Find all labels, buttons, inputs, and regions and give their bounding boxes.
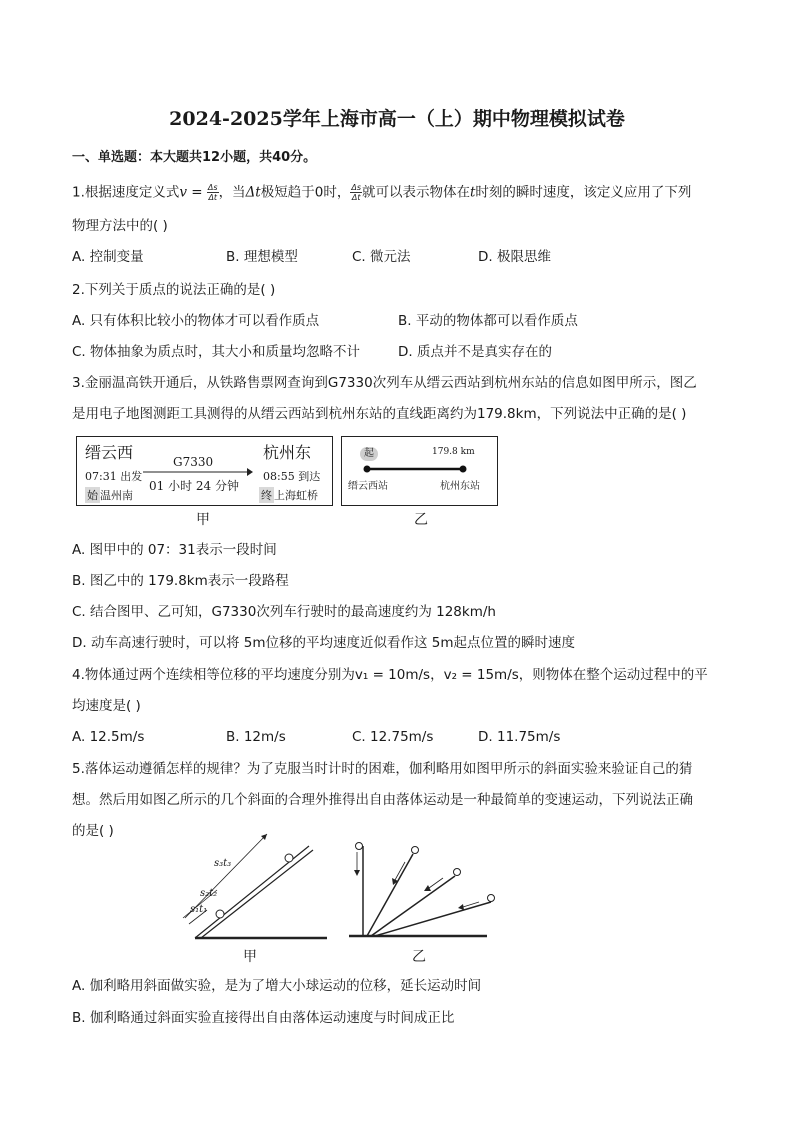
fig-a-duration: 01 小时 24 分钟 — [149, 479, 239, 493]
fig-a-arrival: 08:55 到达 — [263, 470, 321, 483]
q1-v-eq: v = — [179, 184, 203, 201]
fig-a-origin-tag: 始 — [87, 489, 98, 502]
q4-option-a[interactable]: A. 12.5m/s — [72, 729, 145, 745]
q5-stem-line2: 想。然后用如图乙所示的几个斜面的合理外推得出自由落体运动是一种最简单的变速运动，下列说法正确 — [72, 792, 693, 808]
q1-frac2-den: Δt — [351, 193, 361, 202]
q5-stem-line1: 5.落体运动遵循怎样的规律？为了克服当时计时的困难，伽利略用如图甲所示的斜面实验来验证自己的猜 — [72, 761, 693, 777]
q5-option-b[interactable]: B. 伽利略通过斜面实验直接得出自由落体运动速度与时间成正比 — [72, 1010, 455, 1026]
q1-option-c[interactable]: C. 微元法 — [352, 249, 411, 265]
q3-option-a[interactable]: A. 图甲中的 07：31表示一段时间 — [72, 542, 277, 558]
page-title: 2024-2025学年上海市高一（上）期中物理模拟试卷 — [169, 108, 625, 130]
q1-fraction-2 — [350, 183, 362, 202]
q1-frac-num: Δs — [207, 183, 218, 192]
q3-option-b[interactable]: B. 图乙中的 179.8km表示一段路程 — [72, 573, 289, 589]
q4-option-d[interactable]: D. 11.75m/s — [478, 729, 561, 745]
fig-a-terminal — [259, 487, 318, 503]
q1-frac-den: Δt — [208, 193, 218, 202]
fig-a-arrow — [143, 467, 253, 477]
fig-a-origin-station: 温州南 — [100, 489, 133, 502]
q5-stem-line3: 的是( ) — [72, 823, 114, 839]
q1-fraction — [207, 183, 219, 202]
q1-mid1: ，当 — [218, 184, 246, 201]
fig-a-terminal-station: 上海虹桥 — [274, 489, 318, 502]
fig-a-to: 杭州东 — [263, 443, 312, 462]
q2-option-b[interactable]: B. 平动的物体都可以看作质点 — [398, 313, 578, 329]
q3-figure-a-caption: 甲 — [196, 512, 210, 528]
q3-stem-line2: 是用电子地图测距工具测得的从缙云西站到杭州东站的直线距离约为179.8km，下列说法中正确的是( ) — [72, 406, 687, 422]
q1-mid2: 极短趋于0时， — [260, 184, 351, 201]
fig-b-right-station: 杭州东站 — [440, 481, 480, 492]
q2-option-d[interactable]: D. 质点并不是真实存在的 — [398, 344, 552, 360]
fig-a-departure: 07:31 出发 — [85, 470, 143, 483]
q3-option-d[interactable]: D. 动车高速行驶时，可以将 5m位移的平均速度近似看作这 5m起点位置的瞬时速度 — [72, 635, 576, 651]
q1-rest: 时刻的瞬时速度，该定义应用了下列 — [475, 184, 692, 201]
q5-label-s3t3: s₃t₃ — [214, 858, 232, 869]
fig-a-terminal-tag: 终 — [261, 489, 272, 502]
q1-stem-line2: 物理方法中的( ) — [72, 218, 168, 234]
q4-stem-line1: 4.物体通过两个连续相等位移的平均速度分别为v₁ = 10m/s，v₂ = 15m/s，则物体在整个运动过程中的平 — [72, 667, 708, 683]
fig-a-from: 缙云西 — [85, 443, 134, 462]
q4-option-b[interactable]: B. 12m/s — [226, 729, 286, 745]
fig-b-distance-line — [362, 464, 472, 474]
q1-dt: Δt — [245, 184, 261, 201]
q5-figure-a — [165, 832, 335, 944]
q3-figure-b-caption: 乙 — [414, 512, 428, 528]
q4-stem-line2: 均速度是( ) — [72, 698, 141, 714]
q1-option-a[interactable]: A. 控制变量 — [72, 249, 144, 265]
q2-stem: 2.下列关于质点的说法正确的是( ) — [72, 282, 276, 298]
q5-figure-a-caption: 甲 — [243, 949, 257, 965]
section-heading: 一、单选题：本大题共12小题，共40分。 — [72, 150, 317, 165]
q3-stem-line1: 3.金丽温高铁开通后，从铁路售票网查询到G7330次列车从缙云西站到杭州东站的信息如图甲所示，图乙 — [72, 375, 697, 391]
fig-b-left-station: 缙云西站 — [348, 481, 388, 492]
q1-frac2-num: Δs — [351, 183, 361, 192]
fig-a-origin — [85, 487, 133, 503]
q1-option-d[interactable]: D. 极限思维 — [478, 249, 551, 265]
q1-stem-line1 — [72, 183, 691, 202]
q5-label-s1t1: s₁t₁ — [190, 904, 208, 915]
fig-b-distance: 179.8 km — [432, 447, 475, 457]
q1-t: t — [469, 184, 476, 201]
q5-label-s2t2: s₂t₂ — [200, 888, 218, 899]
q3-figure-a — [76, 436, 333, 506]
q5-figure-b-caption: 乙 — [412, 949, 426, 965]
q2-option-a[interactable]: A. 只有体积比较小的物体才可以看作质点 — [72, 313, 320, 329]
q5-figure-b — [345, 840, 495, 942]
q3-figure-b — [341, 436, 498, 506]
q1-mid3: 就可以表示物体在 — [361, 184, 470, 201]
q1-option-b[interactable]: B. 理想模型 — [226, 249, 298, 265]
fig-b-start-marker: 起 — [360, 447, 378, 461]
q2-option-c[interactable]: C. 物体抽象为质点时，其大小和质量均忽略不计 — [72, 344, 361, 360]
q4-option-c[interactable]: C. 12.75m/s — [352, 729, 434, 745]
fig-a-train-number: G7330 — [173, 455, 214, 469]
q3-option-c[interactable]: C. 结合图甲、乙可知，G7330次列车行驶时的最高速度约为 128km/h — [72, 604, 496, 620]
q5-option-a[interactable]: A. 伽利略用斜面做实验，是为了增大小球运动的位移，延长运动时间 — [72, 978, 482, 994]
q1-prefix: 1.根据速度定义式 — [72, 184, 180, 201]
